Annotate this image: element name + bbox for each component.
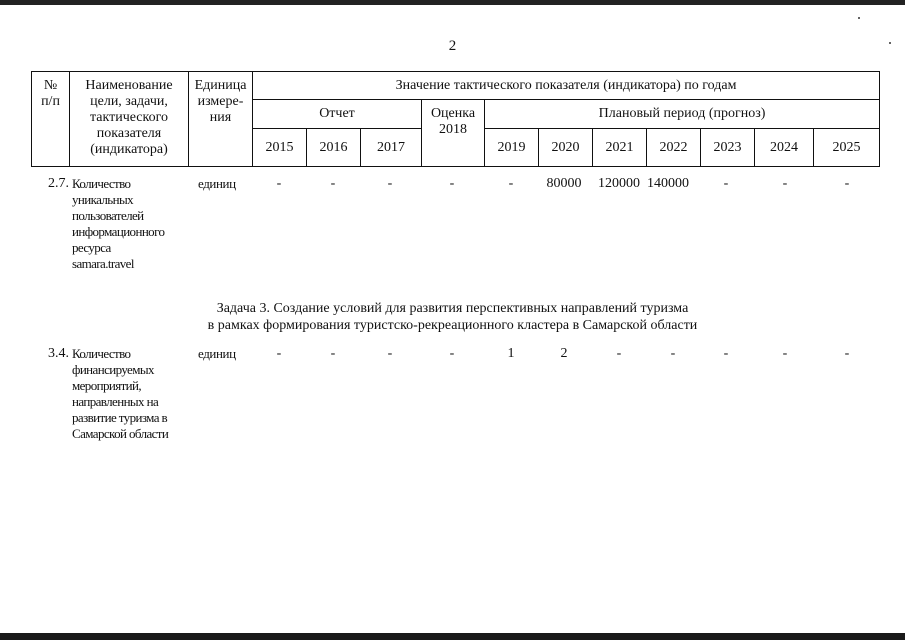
header-num xyxy=(32,72,70,167)
value-2020: 80000 xyxy=(546,176,582,191)
value-2018: - xyxy=(449,176,455,191)
value-2017: - xyxy=(387,176,393,191)
header-name xyxy=(70,72,189,167)
scan-edge-bottom xyxy=(0,633,905,640)
table-row xyxy=(31,176,879,276)
value-2023: - xyxy=(723,176,729,191)
value-2020: 2 xyxy=(560,346,568,361)
value-2024: - xyxy=(782,346,788,361)
value-2016: - xyxy=(330,176,336,191)
indicator-table-header xyxy=(31,71,880,167)
header-num-label: № п/п xyxy=(41,78,60,109)
value-2017: - xyxy=(387,346,393,361)
year-2025: 2025 xyxy=(814,129,880,167)
value-2018: - xyxy=(449,346,455,361)
value-2025: - xyxy=(844,176,850,191)
row-number: 2.7. xyxy=(48,176,69,191)
value-2025: - xyxy=(844,346,850,361)
value-2019: - xyxy=(508,176,514,191)
header-unit-label: Единица измере-ния xyxy=(194,78,247,125)
table-row xyxy=(31,346,879,446)
header-estimate xyxy=(422,100,485,167)
task-heading-line-2: в рамках формирования туристско-рекреационного кластера в Самарской области xyxy=(207,318,698,333)
indicator-unit: единиц xyxy=(198,176,236,191)
value-2021: - xyxy=(616,346,622,361)
indicator-name: Количество уникальных пользователей информационного ресурса samara.travel xyxy=(72,176,165,271)
task-heading xyxy=(0,300,905,334)
year-2021: 2021 xyxy=(593,129,647,167)
year-2016: 2016 xyxy=(307,129,361,167)
scan-speck xyxy=(858,17,860,19)
header-name-label: Наименование цели, задачи, тактического показателя (индикатора) xyxy=(85,78,173,157)
value-2015: - xyxy=(276,176,282,191)
value-2022: - xyxy=(670,346,676,361)
year-2017: 2017 xyxy=(361,129,422,167)
header-plan: Плановый период (прогноз) xyxy=(485,100,880,129)
value-2024: - xyxy=(782,176,788,191)
page-number: 2 xyxy=(448,38,457,54)
value-2015: - xyxy=(276,346,282,361)
header-unit xyxy=(189,72,253,167)
value-2022: 140000 xyxy=(647,176,689,191)
indicator-name: Количество финансируемых мероприятий, направленных на развитие туризма в Самарской области xyxy=(72,346,169,441)
indicator-unit: единиц xyxy=(198,346,236,361)
year-2019: 2019 xyxy=(485,129,539,167)
value-2021: 120000 xyxy=(598,176,640,191)
value-2016: - xyxy=(330,346,336,361)
header-values-title: Значение тактического показателя (индикатора) по годам xyxy=(253,72,880,100)
year-2015: 2015 xyxy=(253,129,307,167)
task-heading-line-1: Задача 3. Создание условий для развития перспективных направлений туризма xyxy=(216,301,689,316)
year-2024: 2024 xyxy=(755,129,814,167)
year-2020: 2020 xyxy=(539,129,593,167)
value-2023: - xyxy=(723,346,729,361)
header-report: Отчет xyxy=(253,100,422,129)
year-2022: 2022 xyxy=(647,129,701,167)
header-estimate-label: Оценка 2018 xyxy=(430,106,476,137)
row-number: 3.4. xyxy=(48,346,69,361)
scan-edge-top xyxy=(0,0,905,5)
value-2019: 1 xyxy=(507,346,515,361)
year-2023: 2023 xyxy=(701,129,755,167)
